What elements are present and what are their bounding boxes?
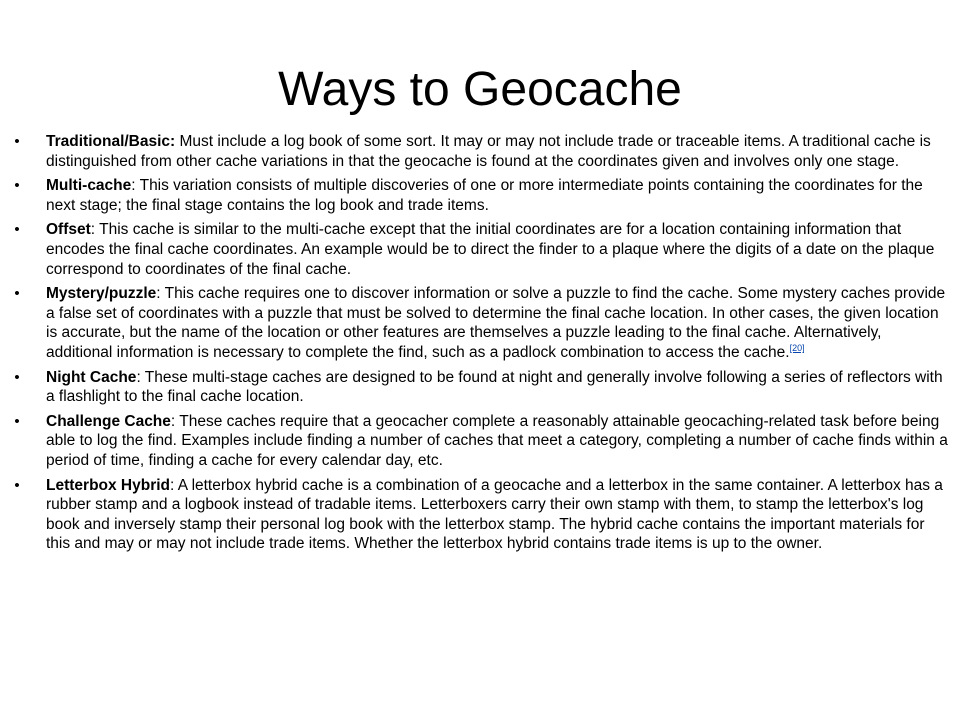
bullet-dot-icon: • — [14, 285, 20, 303]
reference-link[interactable]: [20] — [789, 342, 805, 353]
bullet-mystery-puzzle — [10, 284, 948, 362]
bullet-text: : A letterbox hybrid cache is a combination of a geocache and a letterbox in the same container. A letterbox has a rubber stamp and a logbook instead of tradable items. Letterboxers carry their own stamp with them, to stamp the letterbox's log book and inversely stamp their personal log book with the letterbox stamp. The hybrid cache contains the important materials for this and may or may not include trade items. Whether the letterbox hybrid contains trade items is up to the owner. — [46, 476, 943, 553]
bullet-term: Letterbox Hybrid — [46, 476, 171, 494]
bullet-text: : These caches require that a geocacher complete a reasonably attainable geocaching-related task before being able to log the find. Examples include finding a number of caches that meet a category, completing a number of cache finds within a period of time, finding a cache for every calendar day, etc. — [46, 412, 948, 469]
bullet-text: : These multi-stage caches are designed to be found at night and generally involve following a series of reflectors with a flashlight to the final cache location. — [46, 368, 943, 406]
bullet-dot-icon: • — [14, 412, 20, 430]
slide-title: Ways to Geocache — [278, 63, 682, 116]
bullet-offset — [10, 220, 948, 279]
bullet-dot-icon: • — [14, 221, 20, 239]
bullet-dot-icon: • — [14, 133, 20, 150]
bullet-dot-icon: • — [14, 368, 20, 386]
bullet-term: Offset — [46, 221, 91, 239]
bullet-term: Night Cache — [46, 368, 137, 386]
bullet-challenge-cache — [10, 412, 948, 471]
bullet-term: Challenge Cache — [46, 412, 171, 430]
bullet-multi-cache — [10, 176, 948, 215]
bullet-night-cache — [10, 368, 948, 407]
bullet-traditional — [10, 132, 948, 171]
bullet-list — [10, 132, 948, 559]
bullet-dot-icon: • — [14, 177, 20, 195]
bullet-text: : This variation consists of multiple discoveries of one or more intermediate points containing the coordinates for the next stage; the final stage contains the log book and trade items. — [46, 177, 923, 214]
bullet-text: Must include a log book of some sort. It may or may not include trade or traceable items. A traditional cache is distinguished from other cache variations in that the geocache is found at the coordinates given and involves only one stage. — [46, 133, 931, 170]
bullet-term: Multi-cache — [46, 177, 132, 195]
bullet-dot-icon: • — [14, 476, 20, 494]
bullet-term: Traditional/Basic: — [46, 133, 176, 150]
bullet-letterbox-hybrid — [10, 476, 948, 554]
bullet-text: : This cache requires one to discover information or solve a puzzle to find the cache. Some mystery caches provide a false set of coordinates with a puzzle that must be solved to determine the final cache location. In other cases, the given location is accurate, but the name of the location or other features are themselves a puzzle leading to the final cache. Alternatively, additional information is necessary to complete the find, such as a padlock combination to access the cache. — [46, 285, 946, 361]
bullet-text: : This cache is similar to the multi-cache except that the initial coordinates are for a location containing information that encodes the final cache coordinates. An example would be to direct the finder to a plaque where the digits of a date on the plaque correspond to coordinates of the final cache. — [46, 221, 935, 278]
bullet-term: Mystery/puzzle — [46, 285, 157, 303]
